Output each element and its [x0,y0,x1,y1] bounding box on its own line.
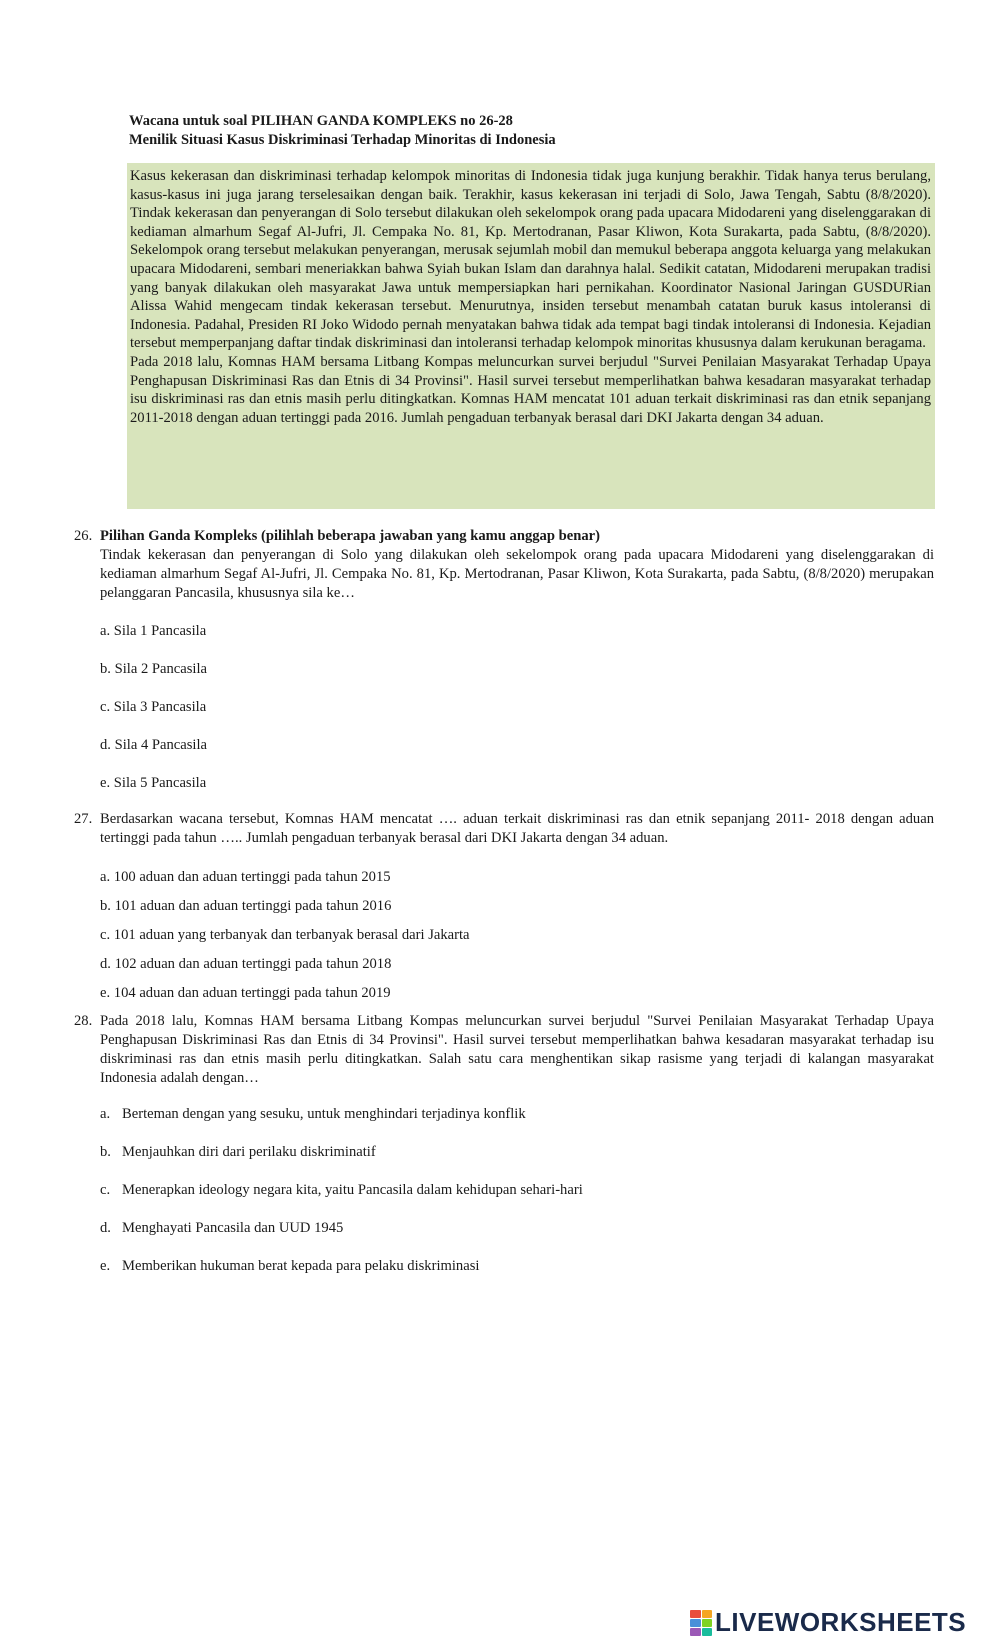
option-label: e. [100,1258,111,1274]
question-28-option-d[interactable] [100,1219,343,1238]
question-26-option-e[interactable]: e. Sila 5 Pancasila [100,775,207,791]
option-text: Memberikan hukuman berat kepada para pelaku diskriminasi [122,1258,480,1274]
passage-title: Menilik Situasi Kasus Diskriminasi Terhadap Minoritas di Indonesia [129,132,556,148]
question-28-option-a[interactable] [100,1105,526,1124]
question-28-text: Pada 2018 lalu, Komnas HAM bersama Litbang Kompas meluncurkan survei berjudul "Survei Penilaian Masyarakat Terhadap Upaya Penghapusan Diskriminasi Ras dan Etnis di 34 Provinsi". Hasil survei tersebut memperlihatkan bahwa kesadaran masyarakat terhadap isu diskriminasi ras dan etnis masih perlu ditingkatkan. Salah satu cara menghentikan sikap rasisme yang terjadi di kalangan masyarakat Indonesia adalah dengan… [100,1013,934,1086]
question-26-option-a[interactable]: a. Sila 1 Pancasila [100,623,207,639]
option-text: Menerapkan ideology negara kita, yaitu Pancasila dalam kehidupan sehari-hari [122,1182,583,1198]
question-26-option-d[interactable]: d. Sila 4 Pancasila [100,737,208,753]
logo-square [690,1619,701,1627]
question-27-number: 27. [74,811,93,827]
question-26-title: Pilihan Ganda Kompleks (pilihlah beberapa jawaban yang kamu anggap benar) [100,528,600,544]
question-27-option-b[interactable]: b. 101 aduan dan aduan tertinggi pada tahun 2016 [100,898,392,914]
passage-header [129,112,929,150]
option-label: d. [100,1220,111,1236]
option-text: Berteman dengan yang sesuku, untuk menghindari terjadinya konflik [122,1106,526,1122]
option-label: a. [100,1106,111,1122]
option-label: c. [100,1182,111,1198]
question-28-number: 28. [74,1013,93,1029]
passage-box [127,163,935,509]
logo-square [690,1628,701,1636]
passage-header-line1: Wacana untuk soal PILIHAN GANDA KOMPLEKS no 26-28 [129,113,513,129]
question-27-option-e[interactable]: e. 104 aduan dan aduan tertinggi pada tahun 2019 [100,985,391,1001]
option-text: Menjauhkan diri dari perilaku diskriminatif [122,1144,376,1160]
question-26-text: Tindak kekerasan dan penyerangan di Solo yang dilakukan oleh sekelompok orang pada upacara Midodareni yang diselenggarakan di kediaman almarhum Segaf Al-Jufri, Jl. Cempaka No. 81, Kp. Mertodranan, Pasar Kliwon, Kota Surakarta, pada Sabtu, (8/8/2020) merupakan pelanggaran Pancasila, khususnya sila ke… [100,547,934,601]
option-label: b. [100,1144,111,1160]
logo-square [702,1610,713,1618]
logo-square [690,1610,701,1618]
question-27-option-c[interactable]: c. 101 aduan yang terbanyak dan terbanyak berasal dari Jakarta [100,927,470,943]
question-26-option-c[interactable]: c. Sila 3 Pancasila [100,699,207,715]
question-28-option-c[interactable] [100,1181,583,1200]
logo-square [702,1619,713,1627]
logo-square [702,1628,713,1636]
liveworksheets-logo-icon [690,1610,712,1636]
passage-paragraph-2: Pada 2018 lalu, Komnas HAM bersama Litbang Kompas meluncurkan survei berjudul "Survei Penilaian Masyarakat Terhadap Upaya Penghapusan Diskriminasi Ras dan Etnis di 34 Provinsi". Hasil survei tersebut memperlihatkan bahwa kesadaran masyarakat terhadap isu diskriminasi ras dan etnis masih perlu ditingkatkan. Komnas HAM mencatat 101 aduan terkait diskriminasi ras dan etnik sepanjang 2011-2018 dengan aduan tertinggi pada 2016. Jumlah pengaduan terbanyak berasal dari DKI Jakarta dengan 34 aduan. [130,353,931,426]
question-28-option-e[interactable] [100,1257,479,1276]
question-27-option-d[interactable]: d. 102 aduan dan aduan tertinggi pada tahun 2018 [100,956,392,972]
question-26-number: 26. [74,528,93,544]
liveworksheets-logo-text: LIVEWORKSHEETS [715,1607,967,1637]
passage-paragraph-1: Kasus kekerasan dan diskriminasi terhadap kelompok minoritas di Indonesia tidak juga kunjung berakhir. Tidak hanya terus berulang, kasus-kasus ini juga jarang terselesaikan dengan baik. Terakhir, kasus kekerasan ini terjadi di Solo, Jawa Tengah, Sabtu (8/8/2020). Tindak kekerasan dan penyerangan di Solo tersebut dilakukan oleh sekelompok orang pada upacara Midodareni yang diselenggarakan di kediaman almarhum Segaf Al-Jufri, Jl. Cempaka No. 81, Kp. Mertodranan, Pasar Kliwon, Kota Surakarta, pada Sabtu, (8/8/2020). Sekelompok orang tersebut melakukan penyerangan, merusak sejumlah mobil dan memukul beberapa anggota keluarga yang melakukan upacara Midodareni, sembari meneriakkan bahwa Syiah bukan Islam dan darahnya halal. Sedikit catatan, Midodareni merupakan tradisi yang banyak dilakukan oleh masyarakat Jawa untuk mempersiapkan hari pernikahan. Koordinator Nasional Jaringan GUSDURian Alissa Wahid mengecam tindak kekerasan tersebut. Menurutnya, insiden tersebut menambah catatan buruk kasus intoleransi di Indonesia. Padahal, Presiden RI Joko Widodo pernah menyatakan bahwa tidak ada tempat bagi tindak intoleransi di Indonesia. Kejadian tersebut memperpanjang daftar tindak diskriminasi dan intoleransi terhadap kelompok minoritas khususnya dalam kerukunan beragama. [130,168,931,352]
question-27-text: Berdasarkan wacana tersebut, Komnas HAM mencatat …. aduan terkait diskriminasi ras dan etnik sepanjang 2011- 2018 dengan aduan tertinggi pada tahun ….. Jumlah pengaduan terbanyak berasal dari DKI Jakarta dengan 34 aduan. [100,811,934,846]
question-26-option-b[interactable]: b. Sila 2 Pancasila [100,661,208,677]
question-28-option-b[interactable] [100,1143,376,1162]
question-27-option-a[interactable]: a. 100 aduan dan aduan tertinggi pada tahun 2015 [100,869,391,885]
option-text: Menghayati Pancasila dan UUD 1945 [122,1220,344,1236]
liveworksheets-logo [690,1607,966,1638]
